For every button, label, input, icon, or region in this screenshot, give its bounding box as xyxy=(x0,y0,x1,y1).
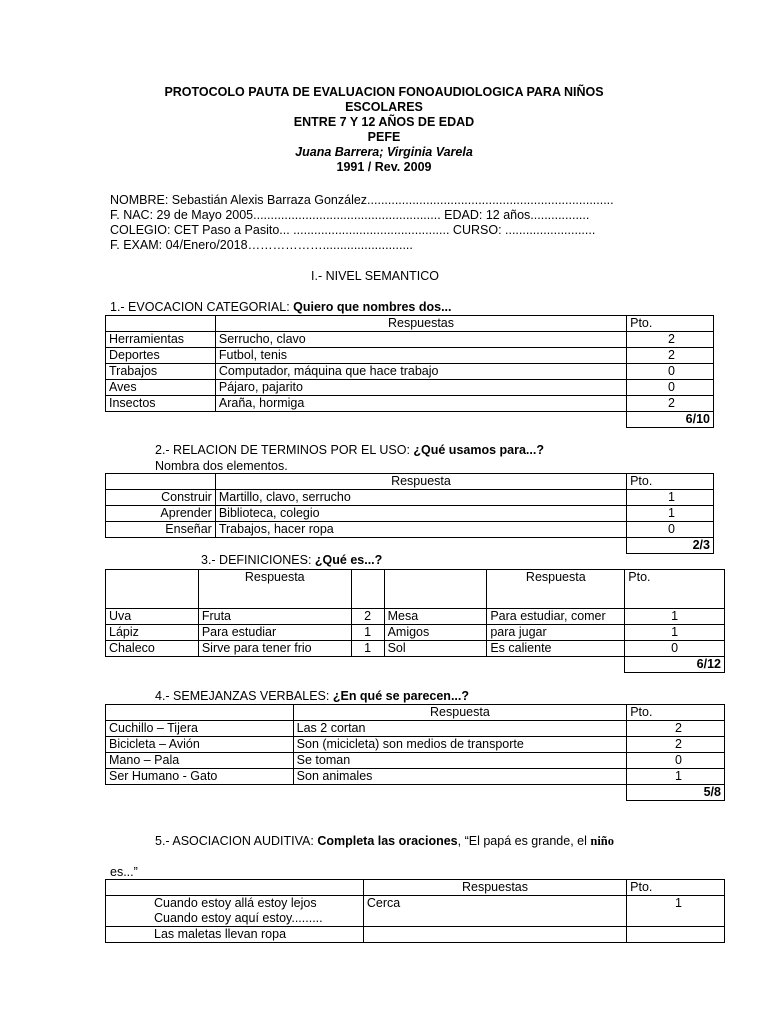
s2-header-resp: Respuesta xyxy=(215,474,626,490)
s3-header-resp: Respuesta xyxy=(198,570,351,609)
s5-item: Las maletas llevan ropa xyxy=(106,927,364,943)
table-row xyxy=(106,364,714,380)
s1-resp: Serrucho, clavo xyxy=(215,332,626,348)
table-row xyxy=(106,721,725,737)
document-title xyxy=(0,85,768,175)
table-row xyxy=(106,641,725,657)
s1-title xyxy=(110,300,452,314)
s2-pto: 0 xyxy=(627,522,714,538)
s1-cat: Trabajos xyxy=(106,364,216,380)
s4-pto: 2 xyxy=(627,737,725,753)
s1-table xyxy=(105,315,714,428)
s5-header-pto: Pto. xyxy=(627,880,725,896)
nivel-heading: I.- NIVEL SEMANTICO xyxy=(311,269,440,283)
s1-pto: 0 xyxy=(627,380,714,396)
title-line-5: Juana Barrera; Virginia Varela xyxy=(295,145,473,159)
s2-total-row xyxy=(106,538,714,554)
s4-title-bold: ¿En qué se parecen...? xyxy=(332,689,469,703)
s1-header-row xyxy=(106,316,714,332)
s5-header-resp: Respuestas xyxy=(363,880,626,896)
s1-cat: Herramientas xyxy=(106,332,216,348)
s3-pto: 1 xyxy=(625,625,725,641)
s4-cat: Cuchillo – Tijera xyxy=(106,721,294,737)
patient-info xyxy=(110,193,670,253)
table-row xyxy=(106,927,725,943)
title-line-3: ENTRE 7 Y 12 AÑOS DE EDAD xyxy=(293,115,475,129)
patient-nombre: NOMBRE: Sebastián Alexis Barraza González....................................................................... xyxy=(110,193,614,207)
s3-word: Sol xyxy=(384,641,487,657)
s3-resp: para jugar xyxy=(487,625,625,641)
s4-header-resp: Respuesta xyxy=(293,705,627,721)
s3-header-pto: Pto. xyxy=(625,570,725,609)
s3-pto: 0 xyxy=(625,641,725,657)
s2-subtitle: Nombra dos elementos. xyxy=(155,459,288,473)
s2-title-bold: ¿Qué usamos para...? xyxy=(413,443,544,457)
s3-total-row xyxy=(106,657,725,673)
s4-title-text: 4.- SEMEJANZAS VERBALES: xyxy=(155,689,333,703)
table-row xyxy=(106,625,725,641)
s5-title-nino: niño xyxy=(590,834,615,848)
s4-pto: 0 xyxy=(627,753,725,769)
s4-header-row xyxy=(106,705,725,721)
s4-total-row xyxy=(106,785,725,801)
s4-pto: 2 xyxy=(627,721,725,737)
s1-pto: 2 xyxy=(627,348,714,364)
s3-resp: Es caliente xyxy=(487,641,625,657)
s1-pto: 2 xyxy=(627,396,714,412)
s5-title-text: 5.- ASOCIACION AUDITIVA: xyxy=(155,834,318,848)
s3-header-resp2: Respuesta xyxy=(487,570,625,609)
s2-resp: Trabajos, hacer ropa xyxy=(215,522,626,538)
table-row xyxy=(106,896,725,927)
table-row xyxy=(106,332,714,348)
s1-resp: Futbol, tenis xyxy=(215,348,626,364)
table-row xyxy=(106,522,714,538)
s1-pto: 2 xyxy=(627,332,714,348)
s5-title-cont: es...” xyxy=(110,865,138,879)
s2-header-pto: Pto. xyxy=(627,474,714,490)
s4-resp: Las 2 cortan xyxy=(293,721,627,737)
title-line-6: 1991 / Rev. 2009 xyxy=(336,160,432,174)
s2-title-text: 2.- RELACION DE TERMINOS POR EL USO: xyxy=(155,443,414,457)
s4-cat: Ser Humano - Gato xyxy=(106,769,294,785)
s1-header-empty xyxy=(106,316,216,332)
s5-header-row xyxy=(106,880,725,896)
s1-resp: Araña, hormiga xyxy=(215,396,626,412)
s5-item-line-2: Cuando estoy aquí estoy......... xyxy=(154,911,323,925)
s3-pto: 1 xyxy=(351,625,384,641)
s5-title-rest: , “El papá es grande, el xyxy=(457,834,591,848)
s3-resp: Para estudiar xyxy=(198,625,351,641)
s4-title xyxy=(155,689,469,703)
s1-pto: 0 xyxy=(627,364,714,380)
s1-total: 6/10 xyxy=(627,412,714,428)
s3-word: Uva xyxy=(106,609,199,625)
s3-resp: Sirve para tener frio xyxy=(198,641,351,657)
s4-resp: Son animales xyxy=(293,769,627,785)
s4-resp: Son (micicleta) son medios de transporte xyxy=(293,737,627,753)
s1-title-bold: Quiero que nombres dos... xyxy=(293,300,452,314)
s1-cat: Deportes xyxy=(106,348,216,364)
s3-word: Amigos xyxy=(384,625,487,641)
s2-cat: Construir xyxy=(106,490,216,506)
s2-header-row xyxy=(106,474,714,490)
s5-resp: Cerca xyxy=(363,896,626,927)
s3-pto: 2 xyxy=(351,609,384,625)
s3-word: Mesa xyxy=(384,609,487,625)
s3-header-row xyxy=(106,570,725,609)
s4-cat: Mano – Pala xyxy=(106,753,294,769)
s5-item-line-1: Cuando estoy allá estoy lejos xyxy=(154,896,317,910)
s1-cat: Aves xyxy=(106,380,216,396)
title-line-4: PEFE xyxy=(367,130,401,144)
s1-header-pto: Pto. xyxy=(627,316,714,332)
s2-cat: Aprender xyxy=(106,506,216,522)
s3-word: Chaleco xyxy=(106,641,199,657)
s1-total-row xyxy=(106,412,714,428)
s1-resp: Computador, máquina que hace trabajo xyxy=(215,364,626,380)
s2-pto: 1 xyxy=(627,506,714,522)
s2-total: 2/3 xyxy=(627,538,714,554)
s3-resp: Para estudiar, comer xyxy=(487,609,625,625)
s2-cat: Enseñar xyxy=(106,522,216,538)
s2-pto: 1 xyxy=(627,490,714,506)
table-row xyxy=(106,396,714,412)
s3-word: Lápiz xyxy=(106,625,199,641)
s1-header-resp: Respuestas xyxy=(215,316,626,332)
s4-resp: Se toman xyxy=(293,753,627,769)
s2-title xyxy=(155,443,544,457)
title-line-2: ESCOLARES xyxy=(345,100,423,114)
s3-resp: Fruta xyxy=(198,609,351,625)
s1-resp: Pájaro, pajarito xyxy=(215,380,626,396)
patient-fexam: F. EXAM: 04/Enero/2018……………….......................... xyxy=(110,238,413,252)
s3-total: 6/12 xyxy=(625,657,725,673)
table-row xyxy=(106,490,714,506)
table-row xyxy=(106,737,725,753)
s1-title-text: 1.- EVOCACION CATEGORIAL: xyxy=(110,300,294,314)
s3-title-text: 3.- DEFINICIONES: xyxy=(201,553,315,567)
s2-resp: Martillo, clavo, serrucho xyxy=(215,490,626,506)
s3-title xyxy=(201,553,382,567)
s4-pto: 1 xyxy=(627,769,725,785)
s5-item xyxy=(106,896,364,927)
s5-title xyxy=(155,834,614,849)
table-row xyxy=(106,769,725,785)
s4-cat: Bicicleta – Avión xyxy=(106,737,294,753)
s4-header-pto: Pto. xyxy=(627,705,725,721)
patient-colegio: COLEGIO: CET Paso a Pasito... ............................................. CURSO: .......................... xyxy=(110,223,596,237)
table-row xyxy=(106,609,725,625)
table-row xyxy=(106,506,714,522)
s4-total: 5/8 xyxy=(627,785,725,801)
title-line-1: PROTOCOLO PAUTA DE EVALUACION FONOAUDIOLOGICA PARA NIÑOS xyxy=(164,85,604,99)
s5-title-bold: Completa las oraciones xyxy=(317,834,458,848)
s2-table xyxy=(105,473,714,554)
patient-fnac: F. NAC: 29 de Mayo 2005...................................................... EDAD: 12 años................. xyxy=(110,208,590,222)
s2-resp: Biblioteca, colegio xyxy=(215,506,626,522)
s1-cat: Insectos xyxy=(106,396,216,412)
s3-pto: 1 xyxy=(625,609,725,625)
s4-table xyxy=(105,704,725,801)
s3-table xyxy=(105,569,725,673)
s5-table xyxy=(105,879,725,943)
table-row xyxy=(106,348,714,364)
s5-pto: 1 xyxy=(627,896,725,927)
s3-title-bold: ¿Qué es...? xyxy=(314,553,383,567)
table-row xyxy=(106,753,725,769)
table-row xyxy=(106,380,714,396)
s3-pto: 1 xyxy=(351,641,384,657)
